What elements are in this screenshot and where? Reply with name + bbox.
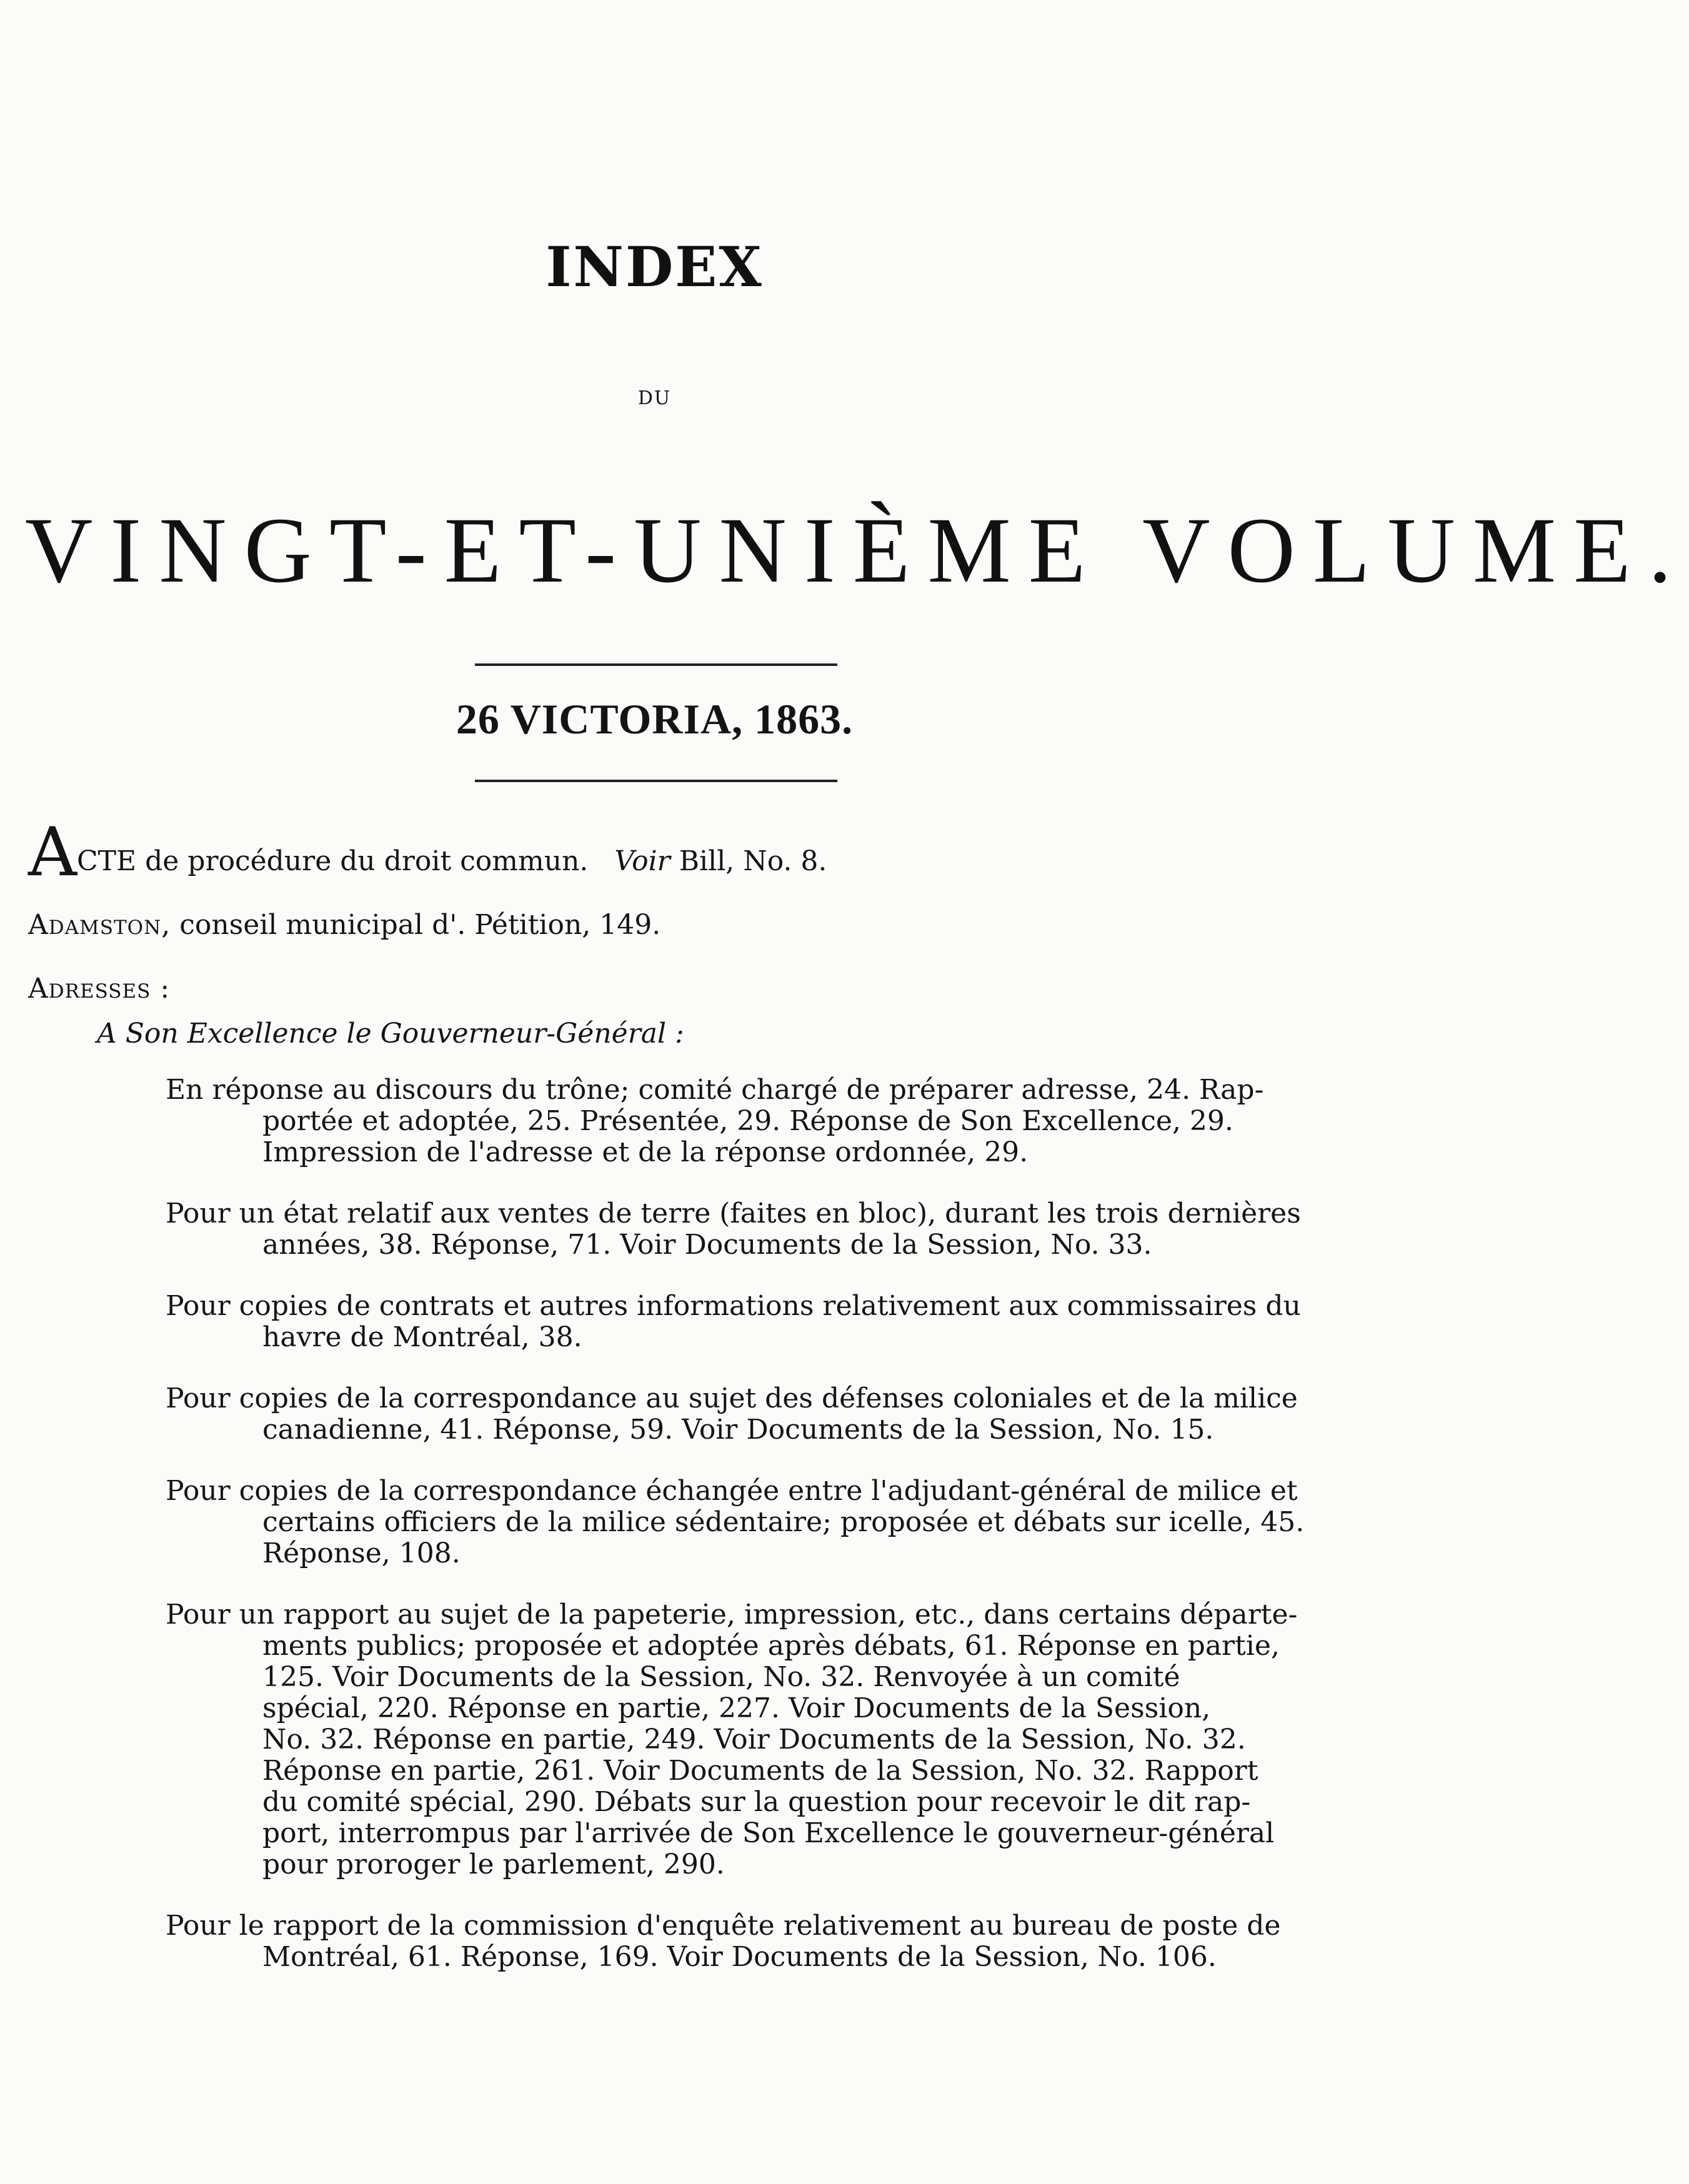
address-entry — [166, 1382, 1298, 1446]
entry-line: 125. Voir Documents de la Session, No. 32. Renvoyée à un comité — [262, 1661, 1180, 1693]
address-entry — [166, 1475, 1305, 1569]
address-entry — [166, 1075, 1272, 1168]
entry-line: Pour un rapport au sujet de la papeterie, impression, etc., dans certains départe- — [166, 1599, 1298, 1631]
address-entry — [166, 1290, 1301, 1353]
entry-adresses-heading — [28, 973, 1272, 1005]
entry-line: spécial, 220. Réponse en partie, 227. Voir Documents de la Session, — [262, 1692, 1211, 1724]
entry-line: Pour copies de la correspondance échangée entre l'adjudant-général de milice et — [166, 1475, 1298, 1507]
entry-line: port, interrompus par l'arrivée de Son Excellence le gouverneur-général — [262, 1817, 1275, 1849]
entry-line: Pour le rapport de la commission d'enquête relativement au bureau de poste de — [166, 1910, 1281, 1942]
entry-line: Pour un état relatif aux ventes de terre (faites en bloc), durant les trois dernières — [166, 1198, 1301, 1229]
bottom-rule — [475, 780, 837, 782]
entry-adamston-text: conseil municipal d'. Pétition, 149. — [179, 909, 661, 941]
entry-acte-ref: Bill, No. 8. — [679, 845, 827, 877]
entry-line: Réponse, 108. — [262, 1537, 461, 1569]
entry-acte — [28, 813, 1272, 891]
entry-line: ments publics; proposée et adoptée après débats, 61. Réponse en partie, — [262, 1630, 1280, 1662]
entry-line: Réponse en partie, 261. Voir Documents de la Session, No. 32. Rapport — [262, 1755, 1258, 1787]
volume-title: VINGT-ET-UNIÈME VOLUME. — [25, 499, 1689, 602]
session-year: 26 VICTORIA, 1863. — [456, 695, 854, 743]
entry-line: portée et adoptée, 25. Présentée, 29. Réponse de Son Excellence, 29. — [262, 1105, 1233, 1137]
entry-adamston-name: Adamston, — [28, 909, 171, 941]
entry-line: certains officiers de la milice sédentaire; proposée et débats sur icelle, 45. — [262, 1506, 1305, 1538]
index-entries — [28, 813, 1305, 2003]
entry-line: Pour copies de la correspondance au sujet des défenses coloniales et de la milice — [166, 1382, 1298, 1414]
address-entry — [166, 1198, 1301, 1261]
voir-label: Voir — [614, 845, 670, 877]
entry-line: canadienne, 41. Réponse, 59. Voir Documents de la Session, No. 15. — [262, 1414, 1214, 1446]
adresses-heading: Adresses : — [28, 973, 171, 1005]
entry-line: pour proroger le parlement, 290. — [262, 1849, 725, 1880]
drop-initial: A — [28, 813, 77, 891]
address-paragraphs — [28, 1074, 1305, 1973]
entry-acte-text: CTE de procédure du droit commun. — [77, 845, 589, 877]
entry-line: Impression de l'adresse et de la réponse ordonnée, 29. — [262, 1136, 1029, 1168]
adresses-subheading: A Son Excellence le Gouverneur-Général : — [97, 1018, 684, 1050]
title-connector: DU — [637, 387, 672, 409]
entry-line: En réponse au discours du trône; comité chargé de préparer adresse, 24. Rap- — [166, 1074, 1264, 1106]
entry-line: années, 38. Réponse, 71. Voir Documents de la Session, No. 33. — [262, 1229, 1152, 1261]
top-rule — [475, 663, 837, 666]
address-entry — [166, 1599, 1298, 1880]
page-title: INDEX — [546, 234, 764, 299]
entry-line: du comité spécial, 290. Débats sur la question pour recevoir le dit rap- — [262, 1786, 1251, 1818]
entry-line: No. 32. Réponse en partie, 249. Voir Documents de la Session, No. 32. — [262, 1724, 1246, 1755]
entry-adamston — [28, 910, 1272, 941]
entry-line: Pour copies de contrats et autres informations relativement aux commissaires du — [166, 1290, 1301, 1322]
entry-line: havre de Montréal, 38. — [262, 1321, 582, 1353]
address-entry — [166, 1910, 1281, 1973]
entry-line: Montréal, 61. Réponse, 169. Voir Documents de la Session, No. 106. — [262, 1941, 1217, 1973]
